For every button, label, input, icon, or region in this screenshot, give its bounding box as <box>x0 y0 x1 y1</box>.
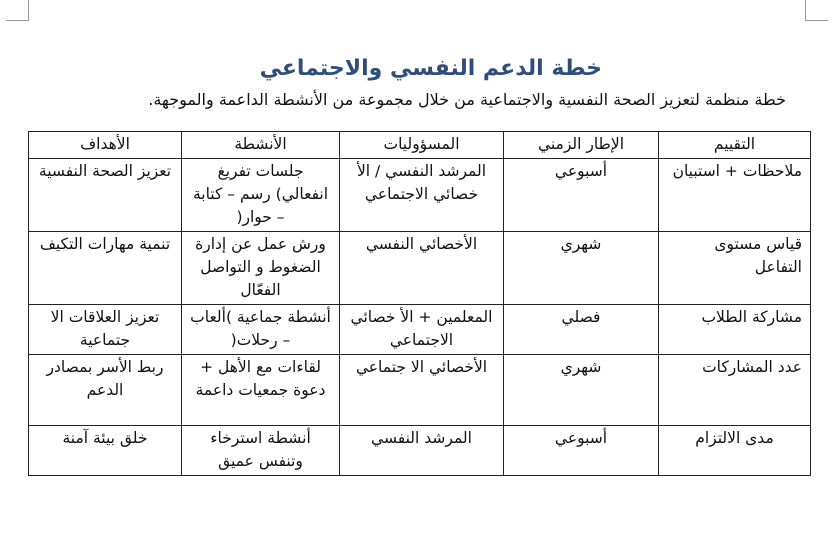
cell-timeframe: أسبوعي <box>504 426 659 476</box>
cell-goals: تعزيز الصحة النفسية <box>29 159 182 232</box>
cell-responsibilities: الأخصائي الا جتماعي <box>340 355 504 426</box>
table-row <box>29 159 811 232</box>
cell-goals: تنمية مهارات التكيف <box>29 232 182 305</box>
cell-responsibilities: المعلمين + الأ خصائي الاجتماعي <box>340 305 504 355</box>
table-row <box>29 355 811 426</box>
cell-evaluation: ملاحظات + استبيان <box>659 159 811 232</box>
table-row <box>29 305 811 355</box>
document-title: خطة الدعم النفسي والاجتماعي <box>259 56 602 81</box>
table-row <box>29 232 811 305</box>
cell-timeframe: شهري <box>504 355 659 426</box>
cell-goals: تعزيز العلاقات الا جتماعية <box>29 305 182 355</box>
header-evaluation: التقييم <box>659 132 811 159</box>
document-subtitle: خطة منظمة لتعزيز الصحة النفسية والاجتماعية من خلال مجموعة من الأنشطة الداعمة والموجهة. <box>148 90 786 109</box>
cell-activities: أنشطة جماعية )ألعاب – رحلات( <box>182 305 340 355</box>
cell-evaluation: عدد المشاركات <box>659 355 811 426</box>
cell-goals: خلق بيئة آمنة <box>29 426 182 476</box>
cell-responsibilities: المرشد النفسي <box>340 426 504 476</box>
cell-responsibilities: الأخصائي النفسي <box>340 232 504 305</box>
cell-responsibilities: المرشد النفسي / الأ خصائي الاجتماعي <box>340 159 504 232</box>
crop-mark-top-right <box>805 0 828 21</box>
cell-activities: ورش عمل عن إدارة الضغوط و التواصل الفعّال <box>182 232 340 305</box>
cell-goals: ربط الأسر بمصادر الدعم <box>29 355 182 426</box>
cell-evaluation: قياس مستوى التفاعل <box>659 232 811 305</box>
header-activities: الأنشطة <box>182 132 340 159</box>
cell-timeframe: فصلي <box>504 305 659 355</box>
plan-table <box>28 131 811 476</box>
header-goals: الأهداف <box>29 132 182 159</box>
header-responsibilities: المسؤوليات <box>340 132 504 159</box>
header-timeframe: الإطار الزمني <box>504 132 659 159</box>
cell-evaluation: مشاركة الطلاب <box>659 305 811 355</box>
table-header-row <box>29 132 811 159</box>
cell-evaluation: مدى الالتزام <box>659 426 811 476</box>
table-row <box>29 426 811 476</box>
crop-mark-top-left <box>6 0 29 21</box>
cell-timeframe: شهري <box>504 232 659 305</box>
cell-activities: لقاءات مع الأهل + دعوة جمعيات داعمة <box>182 355 340 426</box>
cell-activities: جلسات تفريغ انفعالي) رسم – كتابة – حوار( <box>182 159 340 232</box>
cell-activities: أنشطة استرخاء وتنفس عميق <box>182 426 340 476</box>
cell-timeframe: أسبوعي <box>504 159 659 232</box>
